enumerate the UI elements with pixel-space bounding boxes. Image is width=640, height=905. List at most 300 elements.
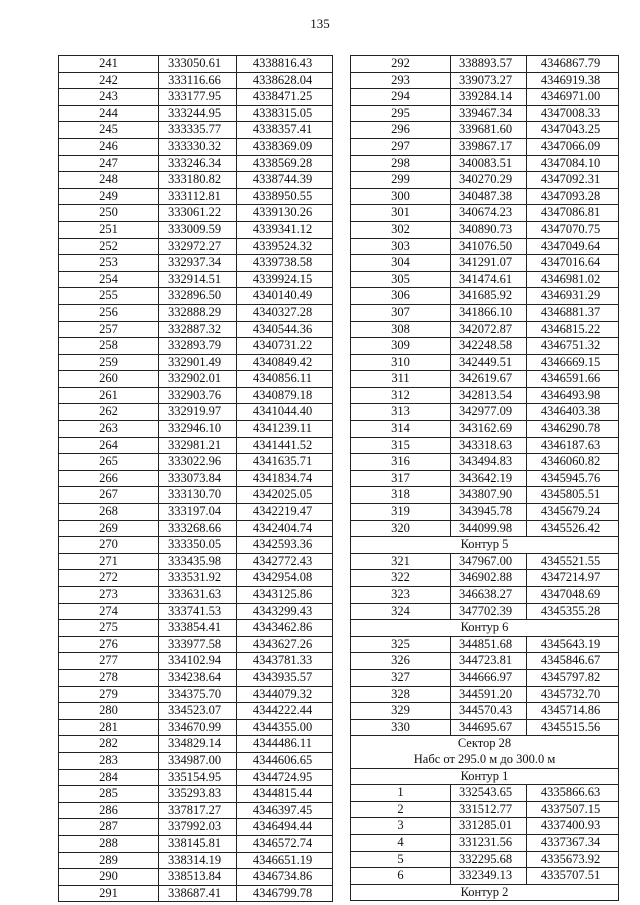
y-coordinate: 4342954.08 bbox=[237, 570, 333, 587]
point-number: 320 bbox=[351, 520, 451, 537]
x-coordinate: 333330.32 bbox=[159, 138, 237, 155]
table-row bbox=[351, 818, 619, 835]
y-coordinate: 4343299.43 bbox=[237, 603, 333, 620]
table-row bbox=[59, 636, 333, 653]
table-row bbox=[351, 155, 619, 172]
x-coordinate: 337817.27 bbox=[159, 802, 237, 819]
point-number: 317 bbox=[351, 470, 451, 487]
table-row bbox=[351, 785, 619, 802]
table-row bbox=[59, 421, 333, 438]
table-row bbox=[351, 72, 619, 89]
x-coordinate: 343162.69 bbox=[451, 421, 527, 438]
point-number: 319 bbox=[351, 504, 451, 521]
section-heading-text: Контур 1 bbox=[460, 768, 509, 783]
table-row bbox=[351, 868, 619, 885]
y-coordinate: 4342772.43 bbox=[237, 553, 333, 570]
point-number: 244 bbox=[59, 105, 159, 122]
y-coordinate: 4335673.92 bbox=[527, 851, 619, 868]
x-coordinate: 333741.53 bbox=[159, 603, 237, 620]
point-number: 308 bbox=[351, 321, 451, 338]
y-coordinate: 4347008.33 bbox=[527, 105, 619, 122]
point-number: 262 bbox=[59, 404, 159, 421]
point-number: 258 bbox=[59, 338, 159, 355]
x-coordinate: 342449.51 bbox=[451, 354, 527, 371]
y-coordinate: 4343935.57 bbox=[237, 669, 333, 686]
table-row bbox=[351, 205, 619, 222]
x-coordinate: 340270.29 bbox=[451, 172, 527, 189]
x-coordinate: 340487.38 bbox=[451, 188, 527, 205]
y-coordinate: 4343781.33 bbox=[237, 653, 333, 670]
section-heading-row bbox=[351, 884, 619, 901]
y-coordinate: 4345846.67 bbox=[527, 653, 619, 670]
x-coordinate: 339467.34 bbox=[451, 105, 527, 122]
x-coordinate: 340890.73 bbox=[451, 221, 527, 238]
table-row bbox=[59, 454, 333, 471]
table-row bbox=[351, 520, 619, 537]
y-coordinate: 4338315.05 bbox=[237, 105, 333, 122]
x-coordinate: 340083.51 bbox=[451, 155, 527, 172]
x-coordinate: 343494.83 bbox=[451, 454, 527, 471]
y-coordinate: 4347049.64 bbox=[527, 238, 619, 255]
section-heading bbox=[351, 884, 619, 901]
table-row bbox=[351, 686, 619, 703]
x-coordinate: 344723.81 bbox=[451, 653, 527, 670]
y-coordinate: 4345732.70 bbox=[527, 686, 619, 703]
x-coordinate: 334987.00 bbox=[159, 752, 237, 769]
point-number: 324 bbox=[351, 603, 451, 620]
point-number: 310 bbox=[351, 354, 451, 371]
table-row bbox=[59, 288, 333, 305]
point-number: 283 bbox=[59, 752, 159, 769]
x-coordinate: 339867.17 bbox=[451, 138, 527, 155]
x-coordinate: 342619.67 bbox=[451, 371, 527, 388]
y-coordinate: 4344606.65 bbox=[237, 752, 333, 769]
y-coordinate: 4338357.41 bbox=[237, 122, 333, 139]
x-coordinate: 333268.66 bbox=[159, 520, 237, 537]
y-coordinate: 4338628.04 bbox=[237, 72, 333, 89]
point-number: 4 bbox=[351, 834, 451, 851]
y-coordinate: 4346881.37 bbox=[527, 304, 619, 321]
point-number: 325 bbox=[351, 636, 451, 653]
point-number: 277 bbox=[59, 653, 159, 670]
y-coordinate: 4339130.26 bbox=[237, 205, 333, 222]
point-number: 245 bbox=[59, 122, 159, 139]
section-heading bbox=[351, 768, 619, 785]
y-coordinate: 4346971.00 bbox=[527, 89, 619, 106]
point-number: 282 bbox=[59, 736, 159, 753]
y-coordinate: 4345714.86 bbox=[527, 703, 619, 720]
table-row bbox=[59, 105, 333, 122]
table-row bbox=[59, 271, 333, 288]
y-coordinate: 4343462.86 bbox=[237, 620, 333, 637]
y-coordinate: 4346397.45 bbox=[237, 802, 333, 819]
x-coordinate: 334238.64 bbox=[159, 669, 237, 686]
x-coordinate: 341866.10 bbox=[451, 304, 527, 321]
x-coordinate: 332937.34 bbox=[159, 255, 237, 272]
y-coordinate: 4340879.18 bbox=[237, 387, 333, 404]
y-coordinate: 4347092.31 bbox=[527, 172, 619, 189]
section-heading-text: Контур 2 bbox=[460, 884, 509, 899]
x-coordinate: 333197.04 bbox=[159, 504, 237, 521]
x-coordinate: 333050.61 bbox=[159, 56, 237, 73]
point-number: 276 bbox=[59, 636, 159, 653]
point-number: 329 bbox=[351, 703, 451, 720]
x-coordinate: 333435.98 bbox=[159, 553, 237, 570]
point-number: 321 bbox=[351, 553, 451, 570]
point-number: 315 bbox=[351, 437, 451, 454]
table-row bbox=[59, 669, 333, 686]
x-coordinate: 342813.54 bbox=[451, 387, 527, 404]
table-row bbox=[59, 371, 333, 388]
y-coordinate: 4342593.36 bbox=[237, 537, 333, 554]
point-number: 264 bbox=[59, 437, 159, 454]
table-row bbox=[59, 172, 333, 189]
y-coordinate: 4340849.42 bbox=[237, 354, 333, 371]
point-number: 312 bbox=[351, 387, 451, 404]
table-row bbox=[351, 288, 619, 305]
y-coordinate: 4340140.49 bbox=[237, 288, 333, 305]
y-coordinate: 4342025.05 bbox=[237, 487, 333, 504]
point-number: 290 bbox=[59, 869, 159, 886]
y-coordinate: 4342404.74 bbox=[237, 520, 333, 537]
x-coordinate: 332543.65 bbox=[451, 785, 527, 802]
x-coordinate: 333177.95 bbox=[159, 89, 237, 106]
table-row bbox=[59, 752, 333, 769]
table-row bbox=[59, 321, 333, 338]
table-row bbox=[351, 587, 619, 604]
table-row bbox=[59, 89, 333, 106]
point-number: 269 bbox=[59, 520, 159, 537]
x-coordinate: 344666.97 bbox=[451, 669, 527, 686]
y-coordinate: 4345945.76 bbox=[527, 470, 619, 487]
x-coordinate: 333009.59 bbox=[159, 221, 237, 238]
y-coordinate: 4345521.55 bbox=[527, 553, 619, 570]
y-coordinate: 4346734.86 bbox=[237, 869, 333, 886]
table-row bbox=[59, 686, 333, 703]
x-coordinate: 339284.14 bbox=[451, 89, 527, 106]
point-number: 322 bbox=[351, 570, 451, 587]
point-number: 6 bbox=[351, 868, 451, 885]
table-row bbox=[59, 703, 333, 720]
x-coordinate: 332972.27 bbox=[159, 238, 237, 255]
point-number: 318 bbox=[351, 487, 451, 504]
point-number: 260 bbox=[59, 371, 159, 388]
x-coordinate: 346638.27 bbox=[451, 587, 527, 604]
table-row bbox=[351, 354, 619, 371]
table-row bbox=[351, 834, 619, 851]
section-heading-text: Сектор 28 bbox=[457, 736, 512, 751]
y-coordinate: 4344079.32 bbox=[237, 686, 333, 703]
table-row bbox=[59, 238, 333, 255]
section-heading-row bbox=[351, 620, 619, 637]
y-coordinate: 4342219.47 bbox=[237, 504, 333, 521]
x-coordinate: 333977.58 bbox=[159, 636, 237, 653]
point-number: 278 bbox=[59, 669, 159, 686]
table-row bbox=[351, 321, 619, 338]
x-coordinate: 332903.76 bbox=[159, 387, 237, 404]
y-coordinate: 4346403.38 bbox=[527, 404, 619, 421]
table-row bbox=[59, 404, 333, 421]
point-number: 287 bbox=[59, 819, 159, 836]
point-number: 246 bbox=[59, 138, 159, 155]
x-coordinate: 342248.58 bbox=[451, 338, 527, 355]
point-number: 271 bbox=[59, 553, 159, 570]
point-number: 305 bbox=[351, 271, 451, 288]
y-coordinate: 4346651.19 bbox=[237, 852, 333, 869]
table-row bbox=[351, 570, 619, 587]
y-coordinate: 4346290.78 bbox=[527, 421, 619, 438]
y-coordinate: 4341044.40 bbox=[237, 404, 333, 421]
x-coordinate: 335154.95 bbox=[159, 769, 237, 786]
point-number: 265 bbox=[59, 454, 159, 471]
table-row bbox=[59, 537, 333, 554]
point-number: 273 bbox=[59, 587, 159, 604]
table-row bbox=[351, 105, 619, 122]
table-row bbox=[351, 719, 619, 736]
point-number: 243 bbox=[59, 89, 159, 106]
table-row bbox=[351, 188, 619, 205]
section-heading-row bbox=[351, 736, 619, 768]
table-row bbox=[59, 338, 333, 355]
y-coordinate: 4343627.26 bbox=[237, 636, 333, 653]
point-number: 313 bbox=[351, 404, 451, 421]
x-coordinate: 333061.22 bbox=[159, 205, 237, 222]
table-row bbox=[59, 56, 333, 73]
point-number: 241 bbox=[59, 56, 159, 73]
y-coordinate: 4335866.63 bbox=[527, 785, 619, 802]
x-coordinate: 343807.90 bbox=[451, 487, 527, 504]
y-coordinate: 4347066.09 bbox=[527, 138, 619, 155]
x-coordinate: 332349.13 bbox=[451, 868, 527, 885]
coordinates-table-left bbox=[58, 55, 333, 902]
point-number: 249 bbox=[59, 188, 159, 205]
x-coordinate: 338513.84 bbox=[159, 869, 237, 886]
table-row bbox=[351, 122, 619, 139]
x-coordinate: 333116.66 bbox=[159, 72, 237, 89]
table-row bbox=[59, 835, 333, 852]
y-coordinate: 4346931.29 bbox=[527, 288, 619, 305]
point-number: 285 bbox=[59, 786, 159, 803]
point-number: 263 bbox=[59, 421, 159, 438]
table-row bbox=[59, 255, 333, 272]
table-row bbox=[59, 869, 333, 886]
y-coordinate: 4345515.56 bbox=[527, 719, 619, 736]
table-row bbox=[351, 338, 619, 355]
x-coordinate: 338893.57 bbox=[451, 56, 527, 73]
y-coordinate: 4346751.32 bbox=[527, 338, 619, 355]
x-coordinate: 342977.09 bbox=[451, 404, 527, 421]
x-coordinate: 338314.19 bbox=[159, 852, 237, 869]
section-heading bbox=[351, 537, 619, 554]
point-number: 309 bbox=[351, 338, 451, 355]
table-row bbox=[351, 653, 619, 670]
y-coordinate: 4340731.22 bbox=[237, 338, 333, 355]
section-heading-row bbox=[351, 768, 619, 785]
y-coordinate: 4346799.78 bbox=[237, 885, 333, 902]
y-coordinate: 4347214.97 bbox=[527, 570, 619, 587]
point-number: 294 bbox=[351, 89, 451, 106]
table-row bbox=[59, 155, 333, 172]
point-number: 272 bbox=[59, 570, 159, 587]
x-coordinate: 344695.67 bbox=[451, 719, 527, 736]
point-number: 254 bbox=[59, 271, 159, 288]
table-row bbox=[59, 620, 333, 637]
x-coordinate: 332946.10 bbox=[159, 421, 237, 438]
section-subheading-text: Набс от 295.0 м до 300.0 м bbox=[413, 751, 556, 766]
table-row bbox=[59, 205, 333, 222]
y-coordinate: 4340856.11 bbox=[237, 371, 333, 388]
table-row bbox=[351, 487, 619, 504]
table-row bbox=[351, 404, 619, 421]
table-row bbox=[59, 520, 333, 537]
table-row bbox=[351, 437, 619, 454]
y-coordinate: 4339924.15 bbox=[237, 271, 333, 288]
page-number: 135 bbox=[310, 16, 330, 31]
y-coordinate: 4337400.93 bbox=[527, 818, 619, 835]
x-coordinate: 333022.96 bbox=[159, 454, 237, 471]
x-coordinate: 331512.77 bbox=[451, 801, 527, 818]
x-coordinate: 334102.94 bbox=[159, 653, 237, 670]
table-row bbox=[351, 304, 619, 321]
table-row bbox=[59, 487, 333, 504]
y-coordinate: 4338816.43 bbox=[237, 56, 333, 73]
x-coordinate: 344570.43 bbox=[451, 703, 527, 720]
point-number: 291 bbox=[59, 885, 159, 902]
y-coordinate: 4339738.58 bbox=[237, 255, 333, 272]
point-number: 302 bbox=[351, 221, 451, 238]
section-heading bbox=[351, 620, 619, 637]
table-row bbox=[59, 304, 333, 321]
y-coordinate: 4347016.64 bbox=[527, 255, 619, 272]
x-coordinate: 344099.98 bbox=[451, 520, 527, 537]
y-coordinate: 4338744.39 bbox=[237, 172, 333, 189]
point-number: 303 bbox=[351, 238, 451, 255]
point-number: 293 bbox=[351, 72, 451, 89]
point-number: 274 bbox=[59, 603, 159, 620]
x-coordinate: 344591.20 bbox=[451, 686, 527, 703]
y-coordinate: 4344355.00 bbox=[237, 719, 333, 736]
x-coordinate: 332896.50 bbox=[159, 288, 237, 305]
point-number: 266 bbox=[59, 470, 159, 487]
point-number: 270 bbox=[59, 537, 159, 554]
table-row bbox=[351, 387, 619, 404]
point-number: 256 bbox=[59, 304, 159, 321]
point-number: 323 bbox=[351, 587, 451, 604]
table-row bbox=[351, 138, 619, 155]
x-coordinate: 334523.07 bbox=[159, 703, 237, 720]
point-number: 242 bbox=[59, 72, 159, 89]
coordinates-table-right bbox=[350, 55, 619, 901]
table-row bbox=[351, 669, 619, 686]
x-coordinate: 333631.63 bbox=[159, 587, 237, 604]
x-coordinate: 347967.00 bbox=[451, 553, 527, 570]
y-coordinate: 4346494.44 bbox=[237, 819, 333, 836]
y-coordinate: 4347070.75 bbox=[527, 221, 619, 238]
y-coordinate: 4338569.28 bbox=[237, 155, 333, 172]
point-number: 306 bbox=[351, 288, 451, 305]
point-number: 289 bbox=[59, 852, 159, 869]
table-row bbox=[351, 801, 619, 818]
y-coordinate: 4341239.11 bbox=[237, 421, 333, 438]
x-coordinate: 340674.23 bbox=[451, 205, 527, 222]
x-coordinate: 333073.84 bbox=[159, 470, 237, 487]
y-coordinate: 4347093.28 bbox=[527, 188, 619, 205]
x-coordinate: 333244.95 bbox=[159, 105, 237, 122]
y-coordinate: 4346591.66 bbox=[527, 371, 619, 388]
point-number: 251 bbox=[59, 221, 159, 238]
y-coordinate: 4347084.10 bbox=[527, 155, 619, 172]
point-number: 292 bbox=[351, 56, 451, 73]
y-coordinate: 4339524.32 bbox=[237, 238, 333, 255]
x-coordinate: 332295.68 bbox=[451, 851, 527, 868]
point-number: 261 bbox=[59, 387, 159, 404]
x-coordinate: 341291.07 bbox=[451, 255, 527, 272]
point-number: 3 bbox=[351, 818, 451, 835]
y-coordinate: 4346493.98 bbox=[527, 387, 619, 404]
table-row bbox=[351, 504, 619, 521]
x-coordinate: 335293.83 bbox=[159, 786, 237, 803]
y-coordinate: 4345355.28 bbox=[527, 603, 619, 620]
x-coordinate: 332888.29 bbox=[159, 304, 237, 321]
section-heading-text: Контур 5 bbox=[460, 537, 509, 552]
y-coordinate: 4343125.86 bbox=[237, 587, 333, 604]
table-row bbox=[59, 852, 333, 869]
table-row bbox=[351, 421, 619, 438]
point-number: 248 bbox=[59, 172, 159, 189]
point-number: 252 bbox=[59, 238, 159, 255]
point-number: 299 bbox=[351, 172, 451, 189]
point-number: 247 bbox=[59, 155, 159, 172]
x-coordinate: 339073.27 bbox=[451, 72, 527, 89]
table-row bbox=[351, 636, 619, 653]
x-coordinate: 334829.14 bbox=[159, 736, 237, 753]
table-row bbox=[351, 89, 619, 106]
point-number: 1 bbox=[351, 785, 451, 802]
x-coordinate: 332893.79 bbox=[159, 338, 237, 355]
point-number: 253 bbox=[59, 255, 159, 272]
y-coordinate: 4347043.25 bbox=[527, 122, 619, 139]
point-number: 267 bbox=[59, 487, 159, 504]
x-coordinate: 343318.63 bbox=[451, 437, 527, 454]
table-row bbox=[351, 56, 619, 73]
point-number: 297 bbox=[351, 138, 451, 155]
table-row bbox=[351, 851, 619, 868]
y-coordinate: 4337507.15 bbox=[527, 801, 619, 818]
table-row bbox=[351, 238, 619, 255]
table-row bbox=[59, 221, 333, 238]
point-number: 288 bbox=[59, 835, 159, 852]
point-number: 298 bbox=[351, 155, 451, 172]
x-coordinate: 338145.81 bbox=[159, 835, 237, 852]
x-coordinate: 332901.49 bbox=[159, 354, 237, 371]
x-coordinate: 333531.92 bbox=[159, 570, 237, 587]
point-number: 330 bbox=[351, 719, 451, 736]
y-coordinate: 4346815.22 bbox=[527, 321, 619, 338]
point-number: 311 bbox=[351, 371, 451, 388]
y-coordinate: 4338369.09 bbox=[237, 138, 333, 155]
y-coordinate: 4335707.51 bbox=[527, 868, 619, 885]
x-coordinate: 333246.34 bbox=[159, 155, 237, 172]
point-number: 286 bbox=[59, 802, 159, 819]
table-row bbox=[59, 653, 333, 670]
x-coordinate: 337992.03 bbox=[159, 819, 237, 836]
table-row bbox=[351, 371, 619, 388]
section-heading-text: Контур 6 bbox=[460, 620, 509, 635]
x-coordinate: 332887.32 bbox=[159, 321, 237, 338]
y-coordinate: 4345805.51 bbox=[527, 487, 619, 504]
table-row bbox=[59, 736, 333, 753]
point-number: 250 bbox=[59, 205, 159, 222]
